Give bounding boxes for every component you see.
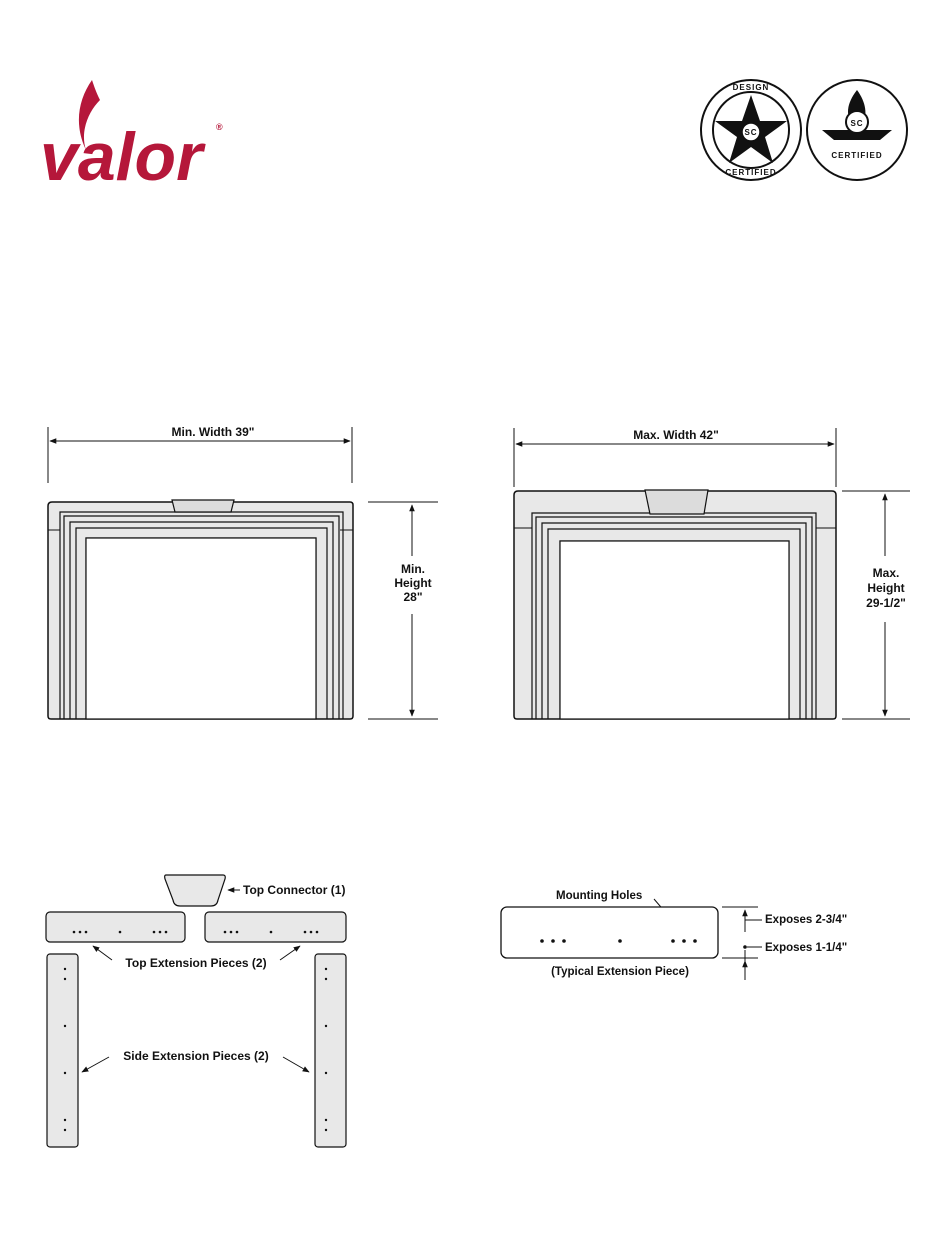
- typical-piece-diagram: [501, 890, 847, 980]
- max-height-line3: 29-1/2": [866, 596, 906, 610]
- top-connector-piece: [165, 875, 226, 906]
- design-badge-bottom: CERTIFIED: [725, 168, 777, 177]
- max-height-line2: Height: [867, 581, 905, 595]
- max-top-connector: [645, 490, 708, 514]
- min-top-connector: [172, 500, 234, 512]
- min-height-line3: 28": [403, 590, 423, 604]
- design-badge-mark: SC: [744, 128, 758, 137]
- registered-mark: ®: [216, 122, 223, 132]
- top-extensions-label: Top Extension Pieces (2): [125, 956, 267, 970]
- side-extension-piece-right: [315, 954, 346, 1147]
- mounting-holes-right: [224, 931, 319, 934]
- csa-badge-text: CERTIFIED: [831, 151, 883, 160]
- design-certified-badge: [701, 80, 801, 180]
- max-width-label: Max. Width 42": [633, 428, 719, 442]
- min-frame-diagram: [48, 424, 438, 719]
- side-extension-piece-left: [47, 954, 78, 1147]
- typical-extension-piece: [501, 907, 718, 958]
- exposes-lower-label: Exposes 1-1/4": [765, 942, 848, 954]
- top-connector-label: Top Connector (1): [243, 883, 346, 897]
- min-height-line1: Min.: [401, 562, 425, 576]
- top-extension-piece-left: [46, 912, 185, 942]
- exposes-upper-label: Exposes 2-3/4": [765, 914, 848, 926]
- csa-certified-badge: [807, 80, 907, 180]
- design-badge-top: DESIGN: [732, 83, 770, 92]
- logo-text: valor: [40, 119, 203, 195]
- min-width-label: Min. Width 39": [171, 425, 255, 439]
- extension-parts-diagram: [46, 875, 346, 1147]
- csa-badge-mark: SC: [850, 119, 864, 128]
- top-extension-piece-right: [205, 912, 346, 942]
- mounting-holes-left: [73, 931, 168, 934]
- side-extensions-label: Side Extension Pieces (2): [123, 1049, 269, 1063]
- max-frame-diagram: [514, 427, 910, 719]
- max-height-line1: Max.: [872, 566, 900, 580]
- mounting-holes-label: Mounting Holes: [556, 890, 643, 902]
- typical-piece-caption: (Typical Extension Piece): [551, 966, 689, 978]
- min-height-line2: Height: [394, 576, 432, 590]
- valor-logo: [40, 80, 223, 195]
